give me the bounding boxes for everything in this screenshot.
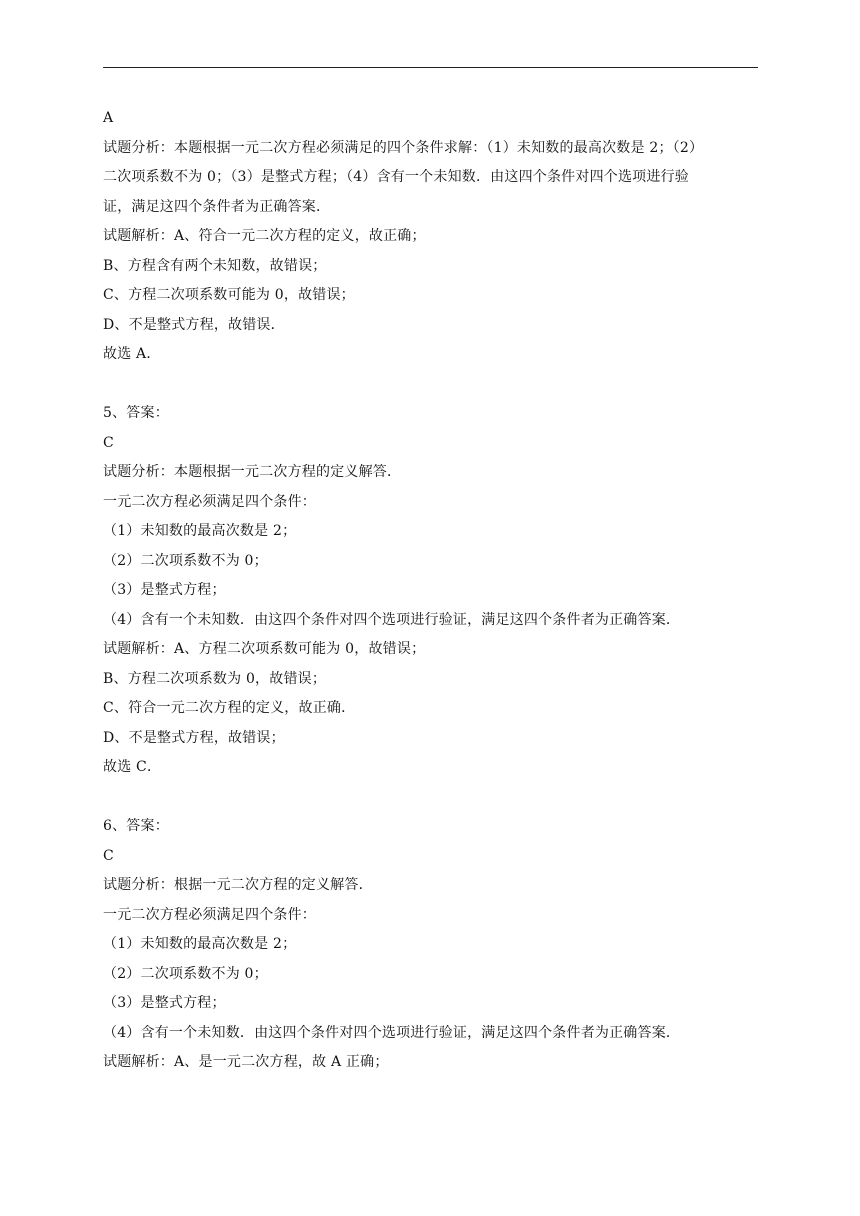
answer-block-4 [103, 104, 758, 370]
solution-text: 试题解析：A、方程二次项系数可能为 0，故错误； [103, 641, 426, 657]
answer-block-6 [103, 812, 758, 1078]
analysis-text: 试题分析：本题根据一元二次方程的定义解答． [103, 464, 402, 480]
condition-item: （1）未知数的最高次数是 2； [103, 936, 297, 952]
conclusion-text: 故选 C． [103, 759, 162, 775]
condition-item: （4）含有一个未知数．由这四个条件对四个选项进行验证，满足这四个条件者为正确答案． [103, 611, 681, 628]
answer-block-5 [103, 399, 758, 783]
document-body [103, 104, 758, 1078]
solution-text: D、不是整式方程，故错误． [103, 316, 285, 333]
answer-letter: A [103, 110, 114, 126]
analysis-text: 试题分析：本题根据一元二次方程必须满足的四个条件求解：（1）未知数的最高次数是 2；（2） [103, 139, 704, 156]
condition-item: （1）未知数的最高次数是 2； [103, 523, 297, 539]
conditions-intro: 一元二次方程必须满足四个条件： [103, 493, 316, 510]
spacer [103, 370, 758, 400]
answer-letter: C [103, 434, 114, 451]
solution-text: 试题解析：A、符合一元二次方程的定义，故正确； [103, 228, 426, 244]
analysis-text: 试题分析：根据一元二次方程的定义解答． [103, 877, 373, 893]
solution-text: C、符合一元二次方程的定义，故正确． [103, 700, 356, 716]
answer-heading: 5、答案： [103, 405, 169, 421]
condition-item: （3）是整式方程； [103, 582, 226, 598]
spacer [103, 783, 758, 813]
conclusion-text: 故选 A． [103, 346, 161, 362]
answer-heading: 6、答案： [103, 818, 169, 834]
condition-item: （2）二次项系数不为 0； [103, 552, 268, 569]
solution-text: D、不是整式方程，故错误； [103, 729, 285, 746]
solution-text: C、方程二次项系数可能为 0，故错误； [103, 287, 355, 303]
analysis-text: 二次项系数不为 0；（3）是整式方程；（4）含有一个未知数．由这四个条件对四个选项进行验 [103, 169, 689, 185]
condition-item: （3）是整式方程； [103, 995, 226, 1011]
analysis-text: 证，满足这四个条件者为正确答案． [103, 198, 331, 215]
condition-item: （4）含有一个未知数．由这四个条件对四个选项进行验证，满足这四个条件者为正确答案． [103, 1024, 681, 1041]
solution-text: B、方程含有两个未知数，故错误； [103, 257, 327, 274]
solution-text: 试题解析：A、是一元二次方程，故 A 正确； [103, 1054, 389, 1070]
condition-item: （2）二次项系数不为 0； [103, 965, 268, 982]
answer-letter: C [103, 847, 114, 864]
header-rule [103, 67, 758, 68]
conditions-intro: 一元二次方程必须满足四个条件： [103, 906, 316, 923]
solution-text: B、方程二次项系数为 0，故错误； [103, 670, 327, 687]
